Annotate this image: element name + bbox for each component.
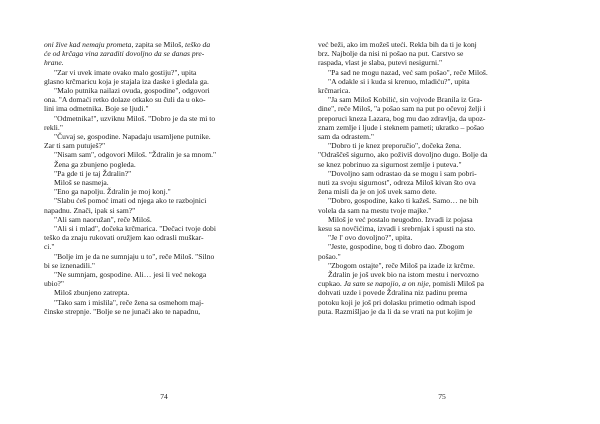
text-line: kesu sa novčićima, izvadi i srebrnjak i spusti na sto. [318,224,476,234]
text-line: lini ima odmetnika. Boje se ljudi." [44,104,149,114]
text-line: "A odakle si i kuda si krenuo, mladiću?", upita [328,76,470,86]
text-line: će od krčaga vina zaraditi dovoljno da se danas pre- [44,49,205,59]
right-page [318,40,568,316]
text-line: "Ja sam Miloš Kobilić, sin vojvode Branila iz Gra- [328,95,483,105]
text-line: žena misli da je on još uvek samo dete. [318,187,437,197]
text-line: preporuci kneza Lazara, bog mu dao zdravlja, da upoz- [318,113,486,123]
text-line: "Dobro ti je knez preporučio", dočeka žena. [328,141,462,151]
text-line: već beži, ako im možeš uteći. Rekla bih da ti je konj [318,40,477,49]
text-line: znam zemlje i ljude i steknem pameti; ukratko – pošao [318,122,484,132]
text-line: hrane. [44,58,64,68]
text-line: "Tako sam i mislila", reče žena sa osmehom maj- [54,297,204,307]
text-line: "Jeste, gospodine, bog ti dobro dao. Zbogom [328,242,465,252]
text-line: Miloš je već postalo neugodno. Izvadi iz pojasa [328,214,473,224]
text-line: "Pa gde ti je taj Ždralin?" [54,168,132,178]
text-line: dine", reče Miloš, "a pošao sam na put po očevoj želji i [318,104,486,114]
text-line: teško da znaju rukovati oružjem kao odrasli muškar- [44,233,204,243]
text-line: "Ali si i mlad", dočeka krčmarica. "Dečaci tvoje dobi [54,224,216,234]
text-line: Miloš zbunjeno zatrepta. [54,288,130,298]
text-line: potoku koji je još pri dolasku primetio odmah ispod [318,297,476,307]
text-line: "Odmetnika!", uzviknu Miloš. "Dobro je da ste mi to [54,113,216,123]
left-page-number: 74 [160,392,168,401]
text-line: nuti za svoju sigurnost", odreza Miloš kivan što ova [318,178,476,188]
text-line: ubio?" [44,279,64,289]
text-line: "Slabu ćeš pomoć imati od njega ako te razbojnici [54,196,207,206]
text-line: cupkao. Ja sam se napojio, a on nije, pomisli Miloš pa [318,279,485,289]
text-line: "Pa sad ne mogu nazad, već sam pošao", reče Miloš. [328,67,488,77]
text-line: "Odraščeš sigurno, ako poživiš dovoljno dugo. Bolje da [318,150,488,160]
left-page [44,40,292,316]
text-line: sam da odrastem." [318,132,375,142]
text-line: volela da sam na mestu tvoje majke." [318,205,432,215]
text-line: "Zbogom ostajte", reče Miloš pa izađe iz krčme. [328,260,475,270]
text-line: Zar ti sam putuješ?" [44,141,106,151]
text-line: "Malo putnika nailazi ovuda, gospodine", odgovori [54,86,210,96]
text-line: činske strepnje. "Bolje se ne junači ako te napadnu, [44,306,201,316]
text-line: krčmarica. [318,86,351,96]
text-line: "Ali sam naoružan", reče Miloš. [54,214,152,224]
text-line: ci." [44,242,55,252]
text-line: brz. Najbolje da nisi ni pošao na put. Carstvo se [318,49,464,59]
text-line: Ždralin je još uvek bio na istom mestu i nervozno [328,270,479,280]
text-line: Žena ga zbunjeno pogleda. [54,159,136,169]
text-line: raspada, vlast je slaba, putevi nesigurni." [318,58,443,68]
text-line: oni žive kad nemaju prometa, zapita se Miloš, teško da [44,40,211,49]
right-page-number: 75 [438,392,446,401]
text-line: "Ne sumnjam, gospodine. Ali… jesi li već nekoga [54,270,207,280]
text-line: ona. "A domaći retko dolaze otkako su čuli da u oko- [44,95,206,105]
text-line: "Dobro, gospodine, kako ti kažeš. Samo… ne bih [328,196,479,206]
text-line: "Zar vi uvek imate ovako malo gostiju?", upita [54,67,197,77]
text-line: se knez pobrinuo za sigurnost zemlje i puteva." [318,159,462,169]
text-line: dohvati uzde i povede Ždralina niz padinu prema [318,288,468,298]
text-line: pošao." [318,251,341,261]
text-line: bi se iznenadili." [44,260,95,270]
text-line: "Nisam sam", odgovori Miloš. "Ždralin je sa mnom." [54,150,217,160]
text-line: puta. Razmišljao je da li da se vrati na put kojim je [318,306,473,316]
text-line: "Je l' ovo dovoljno?", upita. [328,233,413,243]
text-line: "Eno ga napolju. Ždralin je moj konj." [54,187,171,197]
text-line: "Čuvaj se, gospodine. Napadaju usamljene putnike. [54,132,211,142]
text-line: "Bolje im je da ne sumnjaju u to", reče Miloš. "Silno [54,251,215,261]
text-line: rekli." [44,122,63,132]
text-line: napadnu. Znači, ipak si sam?" [44,205,136,215]
text-line: Miloš se nasmeja. [54,178,109,188]
text-line: "Dovoljno sam odrastao da se mogu i sam pobri- [328,168,477,178]
text-line: glasno krčmaricu koja je stajala iza daske i gledala ga. [44,76,209,86]
